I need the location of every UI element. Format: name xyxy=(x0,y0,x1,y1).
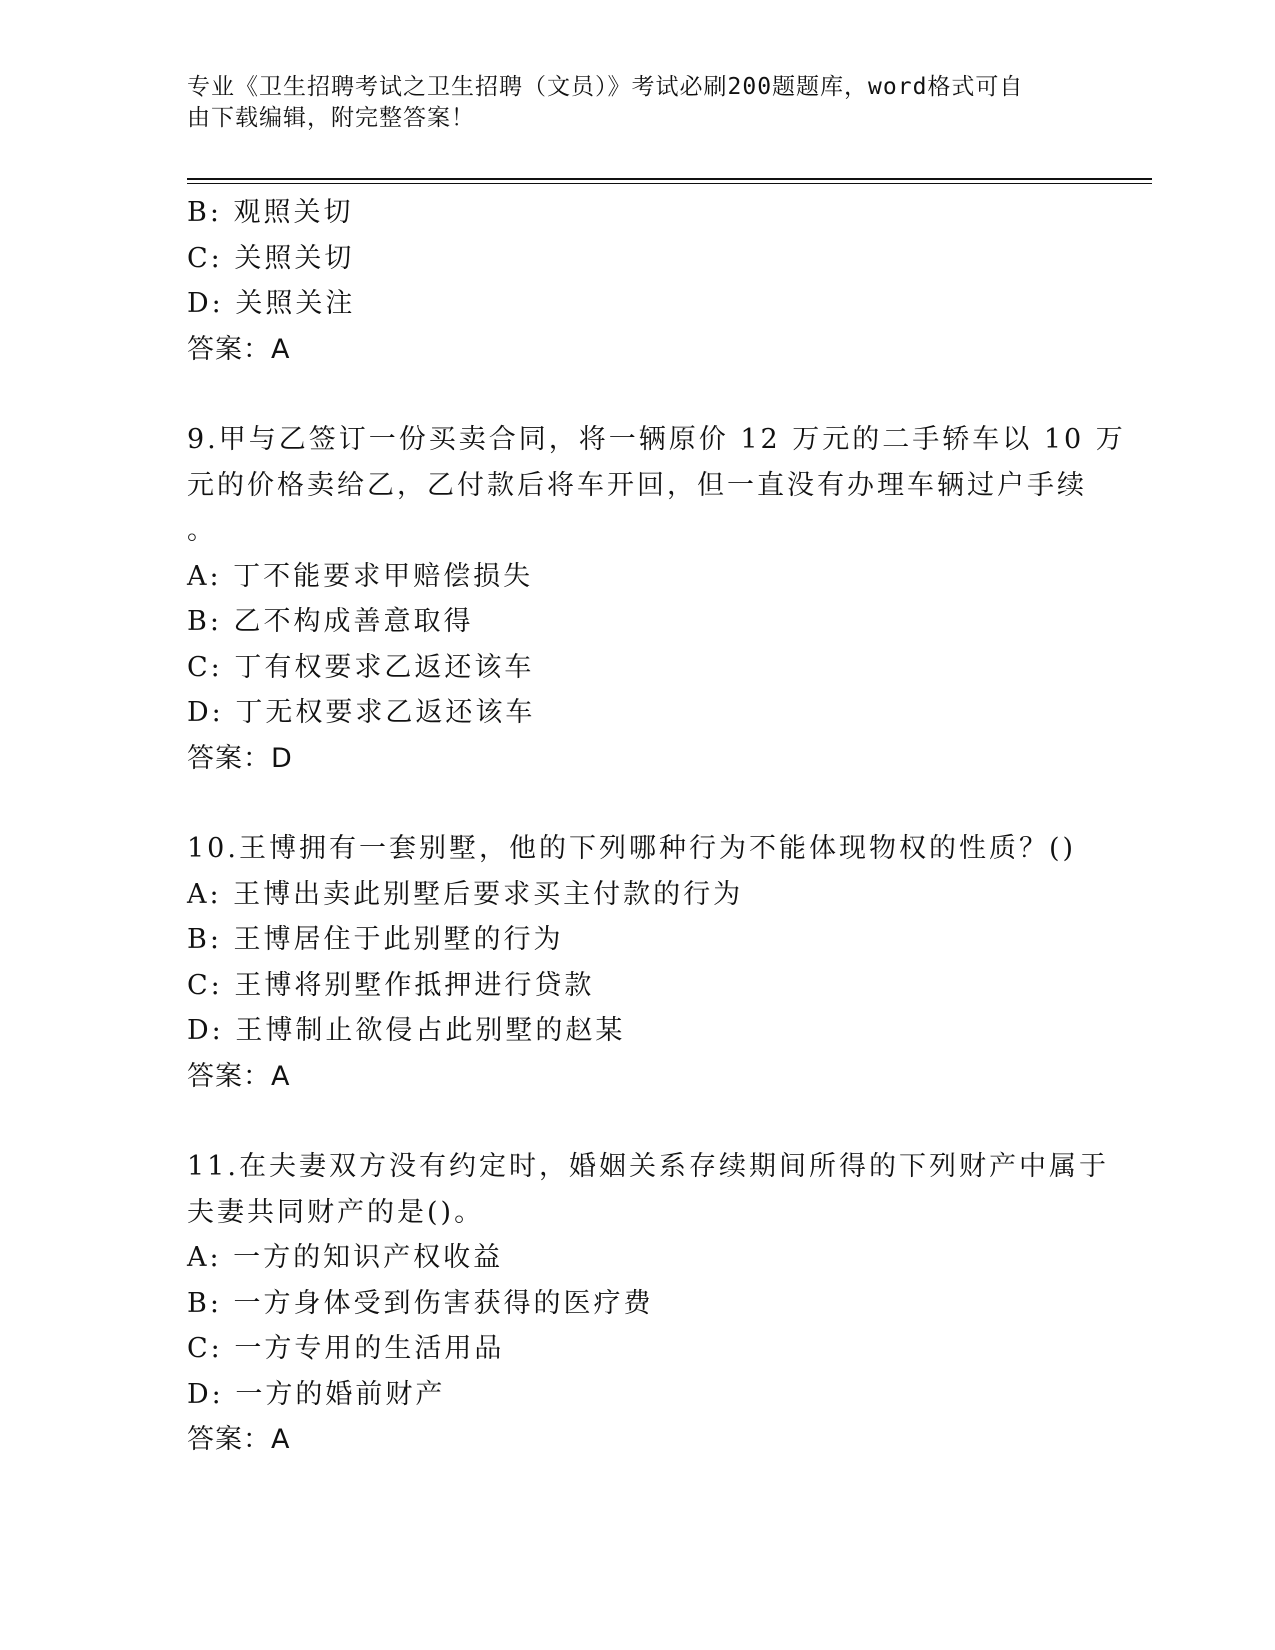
answer-line: 答案：A xyxy=(187,333,291,365)
option-b: B: 王博居住于此别墅的行为 xyxy=(187,924,564,955)
option-d: D: 丁无权要求乙返还该车 xyxy=(187,697,536,728)
question-11-block xyxy=(187,1144,1109,1463)
question-text-line: 。 xyxy=(187,515,217,546)
option-c: C: 丁有权要求乙返还该车 xyxy=(187,651,535,683)
answer-line: 答案：A xyxy=(187,1060,291,1092)
option-b: B: 观照关切 xyxy=(187,197,354,228)
previous-question-block xyxy=(187,190,1087,372)
question-text-line: 元的价格卖给乙，乙付款后将车开回，但一直没有办理车辆过户手续 xyxy=(187,469,1087,501)
option-c: C: 关照关切 xyxy=(187,242,355,274)
option-b: B: 乙不构成善意取得 xyxy=(187,606,474,637)
option-c: C: 王博将别墅作抵押进行贷款 xyxy=(187,969,595,1001)
option-d: D: 一方的婚前财产 xyxy=(187,1378,446,1410)
option-b: B: 一方身体受到伤害获得的医疗费 xyxy=(187,1287,654,1319)
option-a: A: 一方的知识产权收益 xyxy=(187,1242,504,1273)
question-9-block xyxy=(187,417,1126,781)
header-divider-thick xyxy=(187,178,1152,180)
question-text-line: 9.甲与乙签订一份买卖合同，将一辆原价 12 万元的二手轿车以 10 万 xyxy=(187,424,1126,455)
option-a: A: 王博出卖此别墅后要求买主付款的行为 xyxy=(187,878,744,910)
question-text-line: 11.在夫妻双方没有约定时，婚姻关系存续期间所得的下列财产中属于 xyxy=(187,1151,1109,1182)
option-d: D: 王博制止欲侵占此别墅的赵某 xyxy=(187,1015,626,1046)
header-divider-thin xyxy=(187,183,1152,184)
option-c: C: 一方专用的生活用品 xyxy=(187,1333,505,1364)
answer-line: 答案：D xyxy=(187,742,293,774)
answer-line: 答案：A xyxy=(187,1424,291,1455)
question-content xyxy=(187,190,1126,1463)
question-text-line: 10.王博拥有一套别墅，他的下列哪种行为不能体现物权的性质？() xyxy=(187,833,1077,864)
header-line-2: 由下载编辑，附完整答案！ xyxy=(187,105,475,131)
header-line-1: 专业《卫生招聘考试之卫生招聘（文员）》考试必刷200题题库，word格式可自 xyxy=(187,74,1024,100)
option-d: D: 关照关注 xyxy=(187,288,356,319)
document-header xyxy=(187,72,1067,134)
question-text-line: 夫妻共同财产的是()。 xyxy=(187,1196,485,1228)
question-10-block xyxy=(187,826,1087,1099)
option-a: A: 丁不能要求甲赔偿损失 xyxy=(187,560,534,592)
